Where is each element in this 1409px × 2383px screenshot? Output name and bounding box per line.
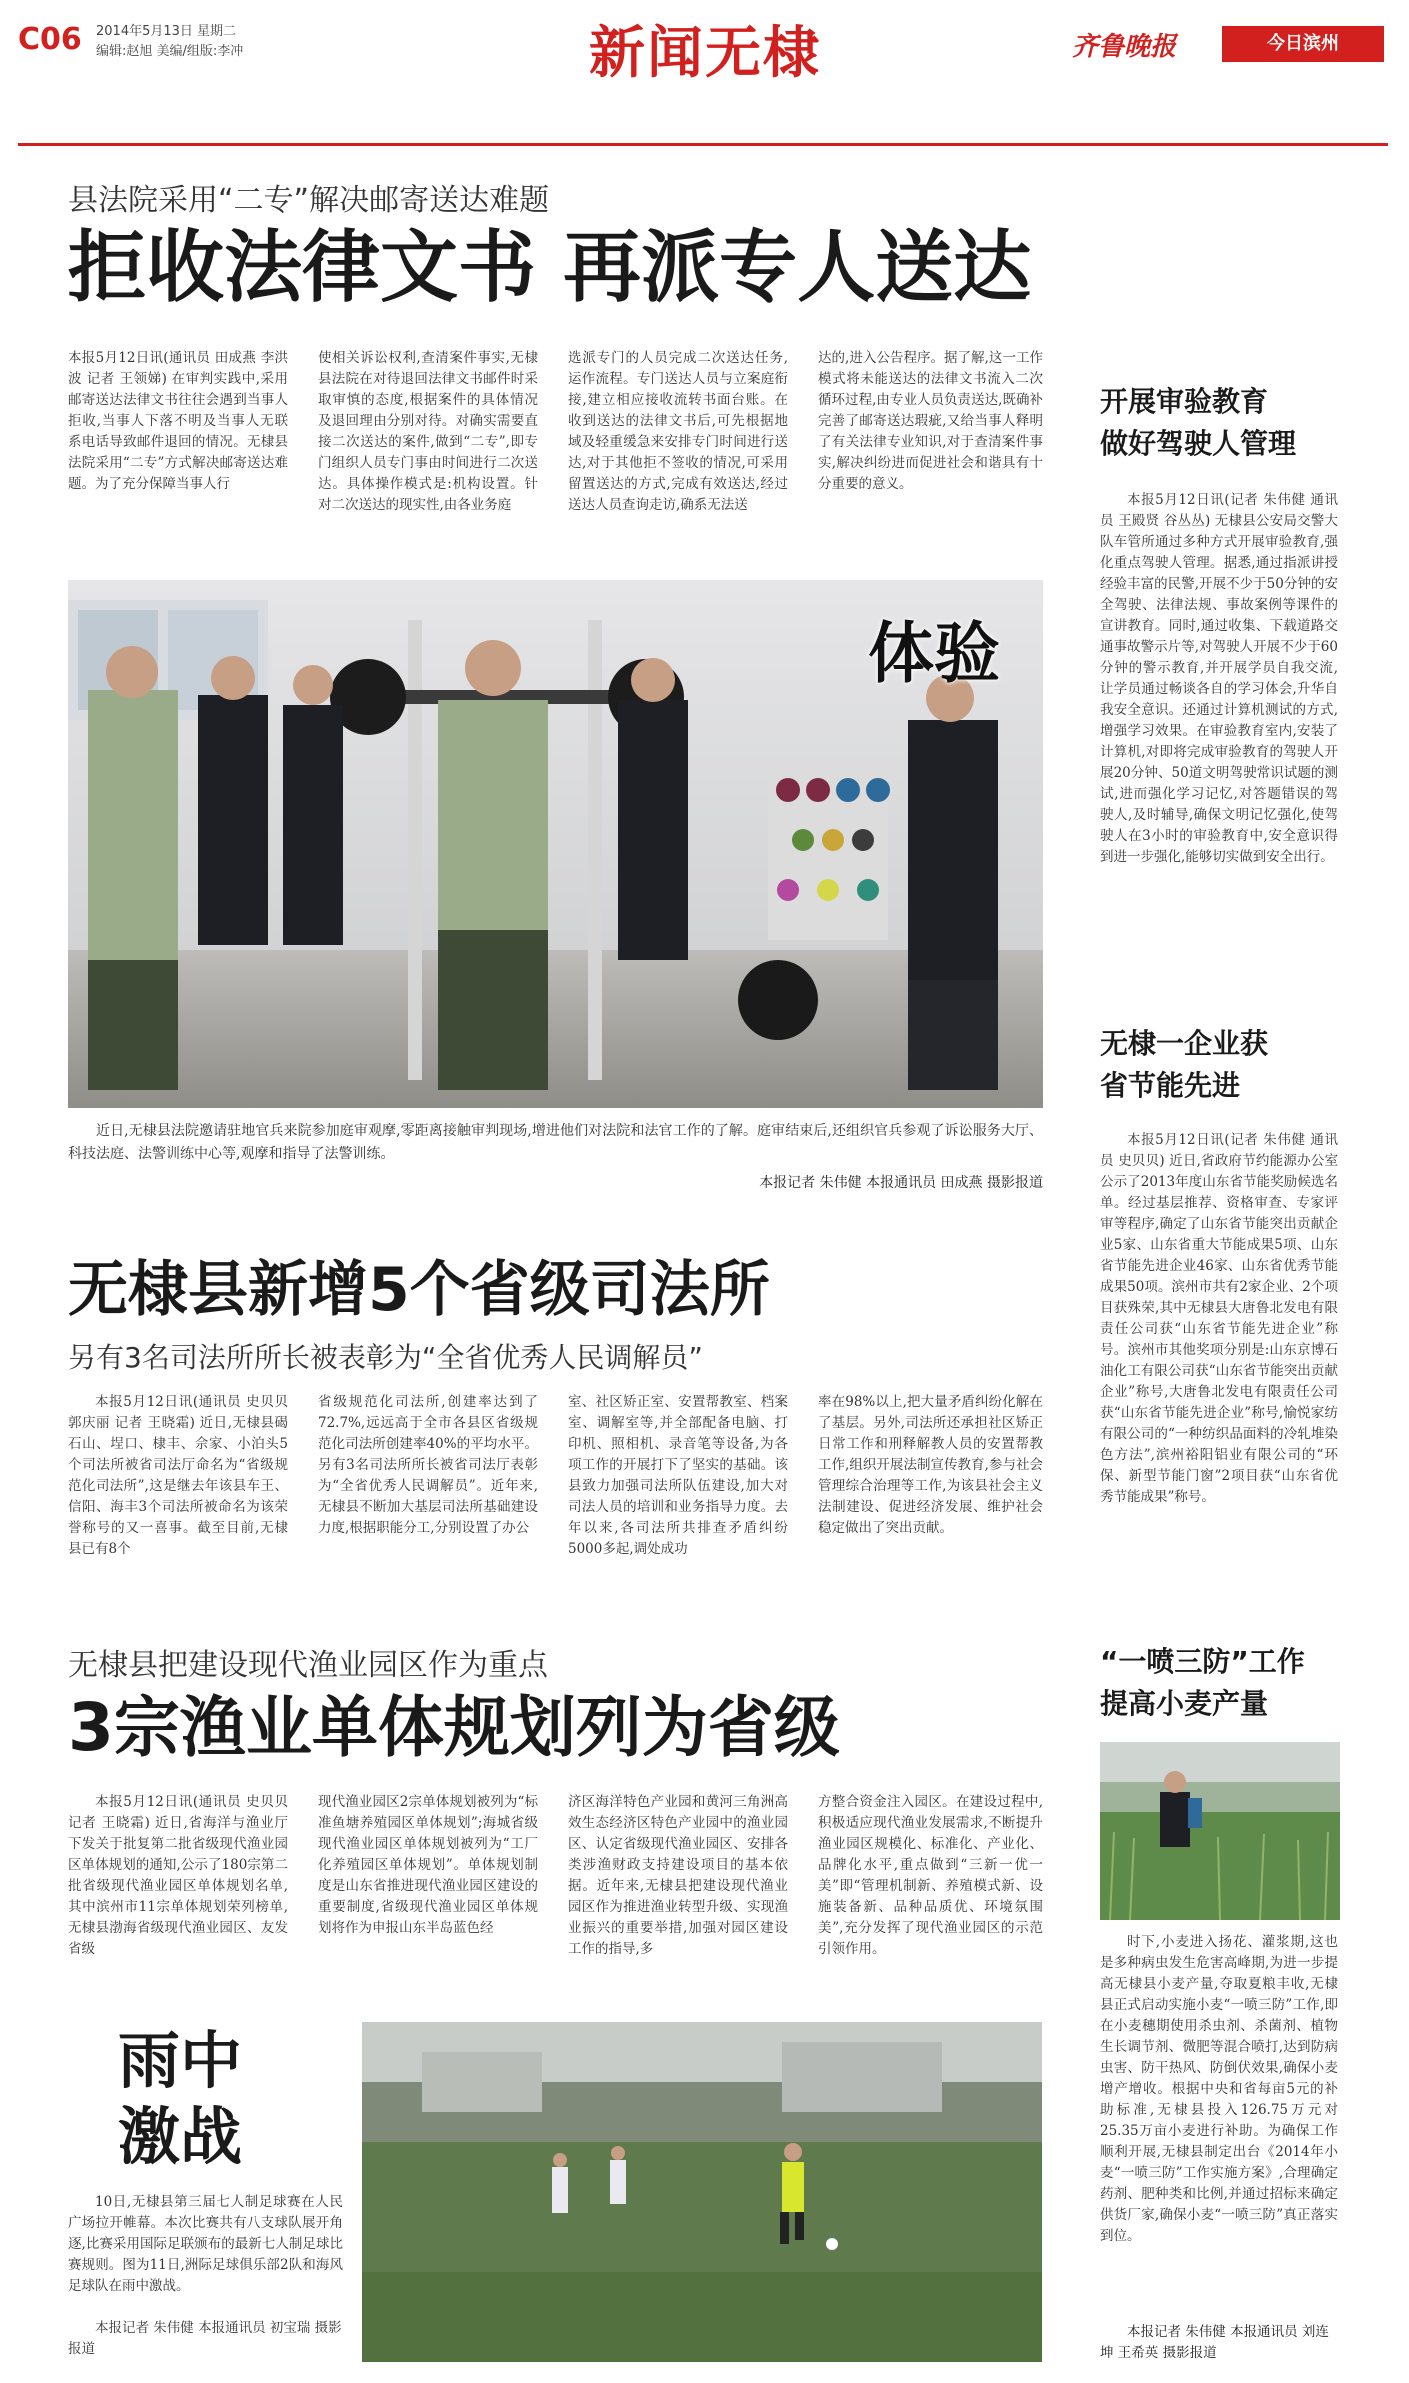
sidebar1-title-2: 做好驾驶人管理 bbox=[1100, 427, 1297, 460]
photo1-credit: 本报记者 朱伟健 本报通讯员 田成燕 摄影报道 bbox=[759, 1175, 1043, 1191]
sidebar3-credit: 本报记者 朱伟健 本报通讯员 刘连坤 王希英 摄影报道 bbox=[1100, 2324, 1329, 2361]
page-code: C06 bbox=[18, 22, 82, 57]
story2-headline: 无棣县新增5个省级司法所 bbox=[68, 1255, 770, 1325]
story2-subhead: 另有3名司法所所长被表彰为“全省优秀人民调解员” bbox=[68, 1341, 703, 1374]
editors-line: 编辑:赵旭 美编/组版:李冲 bbox=[96, 44, 244, 59]
sidebar2-title-1: 无棣一企业获 bbox=[1100, 1027, 1269, 1060]
story1-col1: 本报5月12日讯(通讯员 田成燕 李洪波 记者 王领娣) 在审判实践中,采用邮寄送达法律文书往往会遇到当事人拒收,当事人下落不明及当事人无联系电话导致邮件退回的情况。无棣县法院采用“二专”方式解决邮寄送达难题。为了充分保障当事人行 bbox=[68, 350, 288, 492]
section-title: 新闻无棣 bbox=[589, 20, 821, 86]
brand-logo: 齐鲁晚报 bbox=[1072, 32, 1177, 62]
sidebar3-title-1: “一喷三防”工作 bbox=[1100, 1645, 1305, 1678]
story2-col1: 本报5月12日讯(通讯员 史贝贝 郭庆丽 记者 王晓霜) 近日,无棣县碣石山、埕口、棣丰、佘家、小泊头5个司法所被省司法厅命名为“省级规范化司法所”,这是继去年该县车王、信阳、海丰3个司法所被命名为该荣誉称号的又一喜事。截至目前,无棣县已有8个 bbox=[68, 1394, 288, 1557]
wheat-field-illustration bbox=[1100, 1742, 1340, 1920]
photo1-overlay-title: 体验 bbox=[868, 614, 1000, 692]
header-rule bbox=[18, 143, 1388, 146]
photo2-credit: 本报记者 朱伟健 本报通讯员 初宝瑞 摄影报道 bbox=[68, 2320, 342, 2357]
sidebar1-body: 本报5月12日讯(记者 朱伟健 通讯员 王殿贤 谷丛丛) 无棣县公安局交警大队车管所通过多种方式开展审验教育,强化重点驾驶人管理。据悉,通过指派讲授经验丰富的民警,开展不少于50分钟的安全驾驶、法律法规、事故案例等课件的宣讲教育。同时,通过收集、下载道路交通事故警示片等,对驾驶人开展不少于60分钟的警示教育,并开展学员自我交流,让学员通过畅谈各自的学习体会,升华自我安全意识。还通过计算机测试的方式,增强学习效果。在审验教育室内,安装了计算机,对即将完成审验教育的驾驶人开展20分钟、50道文明驾驶常识试题的测试,进而强化学习记忆,对答题错误的驾驶人,及时辅导,确保文明记忆强化,使驾驶人在3小时的审验教育中,安全意识得到进一步强化,能够切实做到安全出行。 bbox=[1100, 492, 1338, 865]
sidebar1-title-1: 开展审验教育 bbox=[1100, 385, 1269, 418]
football-photo bbox=[362, 2022, 1042, 2362]
story2-col4: 率在98%以上,把大量矛盾纠纷化解在了基层。另外,司法所还承担社区矫正日常工作和刑释解教人员的安置帮教工作,组织开展法制宣传教育,参与社会管理综合治理等工作,为该县社会主义法制建设、促进经济发展、维护社会稳定做出了突出贡献。 bbox=[818, 1394, 1043, 1536]
photo1-caption: 近日,无棣县法院邀请驻地官兵来院参加庭审观摩,零距离接触审判现场,增进他们对法院和法官工作的了解。庭审结束后,还组织官兵参观了诉讼服务大厅、科技法庭、法警训练中心等,观摩和指导了法警训练。 bbox=[68, 1123, 1043, 1162]
story1-headline: 拒收法律文书 再派专人送达 bbox=[68, 223, 1032, 313]
story3-col2: 现代渔业园区2宗单体规划被列为“标准鱼塘养殖园区单体规划”;海城省级现代渔业园区单体规划被列为“工厂化养殖园区单体规划”。单体规划制度是山东省推进现代渔业园区建设的重要制度,省级现代渔业园区单体规划将作为申报山东半岛蓝色经 bbox=[318, 1794, 538, 1936]
sidebar3-body: 时下,小麦进入扬花、灌浆期,这也是多种病虫发生危害高峰期,为进一步提高无棣县小麦产量,夺取夏粮丰收,无棣县正式启动实施小麦“一喷三防”工作,即在小麦穗期使用杀虫剂、杀菌剂、植物生长调节剂、微肥等混合喷打,达到防病虫害、防干热风、防倒伏效果,确保小麦增产增收。根据中央和省每亩5元的补助标准,无棣县投入126.75万元对25.35万亩小麦进行补助。为确保工作顺利开展,无棣县制定出台《2014年小麦“一喷三防”工作实施方案》,合理确定药剂、肥种类和比例,并通过招标来确定供货厂家,确保小麦“一喷三防”真正落实到位。 bbox=[1100, 1934, 1338, 2244]
date-line: 2014年5月13日 星期二 bbox=[96, 24, 237, 39]
story3-col4: 方整合资金注入园区。在建设过程中,积极适应现代渔业发展需求,不断提升渔业园区规模化、标准化、产业化、品牌化水平,重点做到“三新一优一美”即“管理机制新、养殖模式新、设施装备新、品种品质优、环境氛围美”,充分发挥了现代渔业园区的示范引领作用。 bbox=[818, 1794, 1043, 1957]
story1-col2: 使相关诉讼权利,查清案件事实,无棣县法院在对待退回法律文书邮件时采取审慎的态度,根据案件的具体情况及退回理由分别对待。对确实需要直接二次送达的案件,做到“二专”,即专门组织人员专门事由时间进行二次送达。具体操作模式是:机构设置。针对二次送达的现实性,由各业务庭 bbox=[318, 350, 538, 513]
edition-badge: 今日滨州 bbox=[1222, 26, 1384, 62]
story3-col3: 济区海洋特色产业园和黄河三角洲高效生态经济区特色产业园中的渔业园区、认定省级现代渔业园区、安排各类涉渔财政支持建设项目的基本依据。近年来,无棣县把建设现代渔业园区作为推进渔业转型升级、实现渔业振兴的重要举措,加强对园区建设工作的指导,多 bbox=[568, 1794, 788, 1957]
story3-headline: 3宗渔业单体规划列为省级 bbox=[68, 1689, 840, 1766]
sidebar2-title-2: 省节能先进 bbox=[1100, 1069, 1241, 1102]
story3-col1: 本报5月12日讯(通讯员 史贝贝 记者 王晓霜) 近日,省海洋与渔业厅下发关于批复第二批省级现代渔业园区单体规划的通知,公示了180宗第二批省级现代渔业园区单体规划名单,其中滨州市11宗单体规划荣列榜单,无棣县渤海省级现代渔业园区、友发省级 bbox=[68, 1794, 288, 1957]
story2-col2: 省级规范化司法所,创建率达到了72.7%,远远高于全市各县区省级规范化司法所创建率40%的平均水平。另有3名司法所所长被省司法厅表彰为“全省优秀人民调解员”。近年来,无棣县不断加大基层司法所基础建设力度,根据职能分工,分别设置了办公 bbox=[318, 1394, 538, 1536]
photo2-title-1: 雨中 bbox=[118, 2024, 243, 2097]
story3-kicker: 无棣县把建设现代渔业园区作为重点 bbox=[68, 1648, 548, 1683]
story1-col3: 选派专门的人员完成二次送达任务,运作流程。专门送达人员与立案庭衔接,建立相应接收流转书面台账。在收到送达的法律文书后,可先根据地域及轻重缓急来安排专门时间进行送达,对于其他拒不签收的情况,可采用留置送达的方式,完成有效送达,经过送达人员查询走访,确系无法送 bbox=[568, 350, 788, 513]
sidebar3-title-2: 提高小麦产量 bbox=[1100, 1687, 1269, 1720]
wheat-field-photo bbox=[1100, 1742, 1340, 1920]
story1-col4: 达的,进入公告程序。据了解,这一工作模式将未能送达的法律文书流入二次循环过程,由专业人员负责送达,既确补完善了邮寄送达瑕疵,又给当事人释明了有关法律专业知识,对于查清案件事实,解决纠纷进而促进社会和谐具有十分重要的意义。 bbox=[818, 350, 1043, 492]
story2-col3: 室、社区矫正室、安置帮教室、档案室、调解室等,并全部配备电脑、打印机、照相机、录音笔等设备,为各项工作的开展打下了坚实的基础。该县致力加强司法所队伍建设,加大对司法人员的培训和业务指导力度。去年以来,各司法所共排查矛盾纠纷5000多起,调处成功 bbox=[568, 1394, 788, 1557]
story1-kicker: 县法院采用“二专”解决邮寄送达难题 bbox=[68, 183, 550, 218]
sidebar2-body: 本报5月12日讯(记者 朱伟健 通讯员 史贝贝) 近日,省政府节约能源办公室公示了2013年度山东省节能奖励候选名单。经过基层推荐、资格审查、专家评审等程序,确定了山东省节能突出贡献企业5家、山东省重大节能成果5项、山东省节能先进企业46家、山东省优秀节能成果50项。滨州市共有2家企业、2个项目获殊荣,其中无棣县大唐鲁北发电有限责任公司获“山东省节能先进企业”称号。滨州市其他奖项分别是:山东京博石油化工有限公司获“山东省节能突出贡献企业”称号,大唐鲁北发电有限责任公司获“山东省节能先进企业”称号,愉悦家纺有限公司的“一种纺织品面料的冷轧堆染色方法”,滨州裕阳铝业有限公司的“环保、新型节能门窗”2项目获“山东省优秀节能成果”称号。 bbox=[1100, 1132, 1338, 1505]
photo2-caption: 10日,无棣县第三届七人制足球赛在人民广场拉开帷幕。本次比赛共有八支球队展开角逐,比赛采用国际足联颁布的最新七人制足球比赛规则。图为11日,洲际足球俱乐部2队和海风足球队在雨中激战。 bbox=[68, 2194, 343, 2294]
photo2-title-2: 激战 bbox=[118, 2100, 243, 2173]
football-photo-illustration bbox=[362, 2022, 1042, 2362]
